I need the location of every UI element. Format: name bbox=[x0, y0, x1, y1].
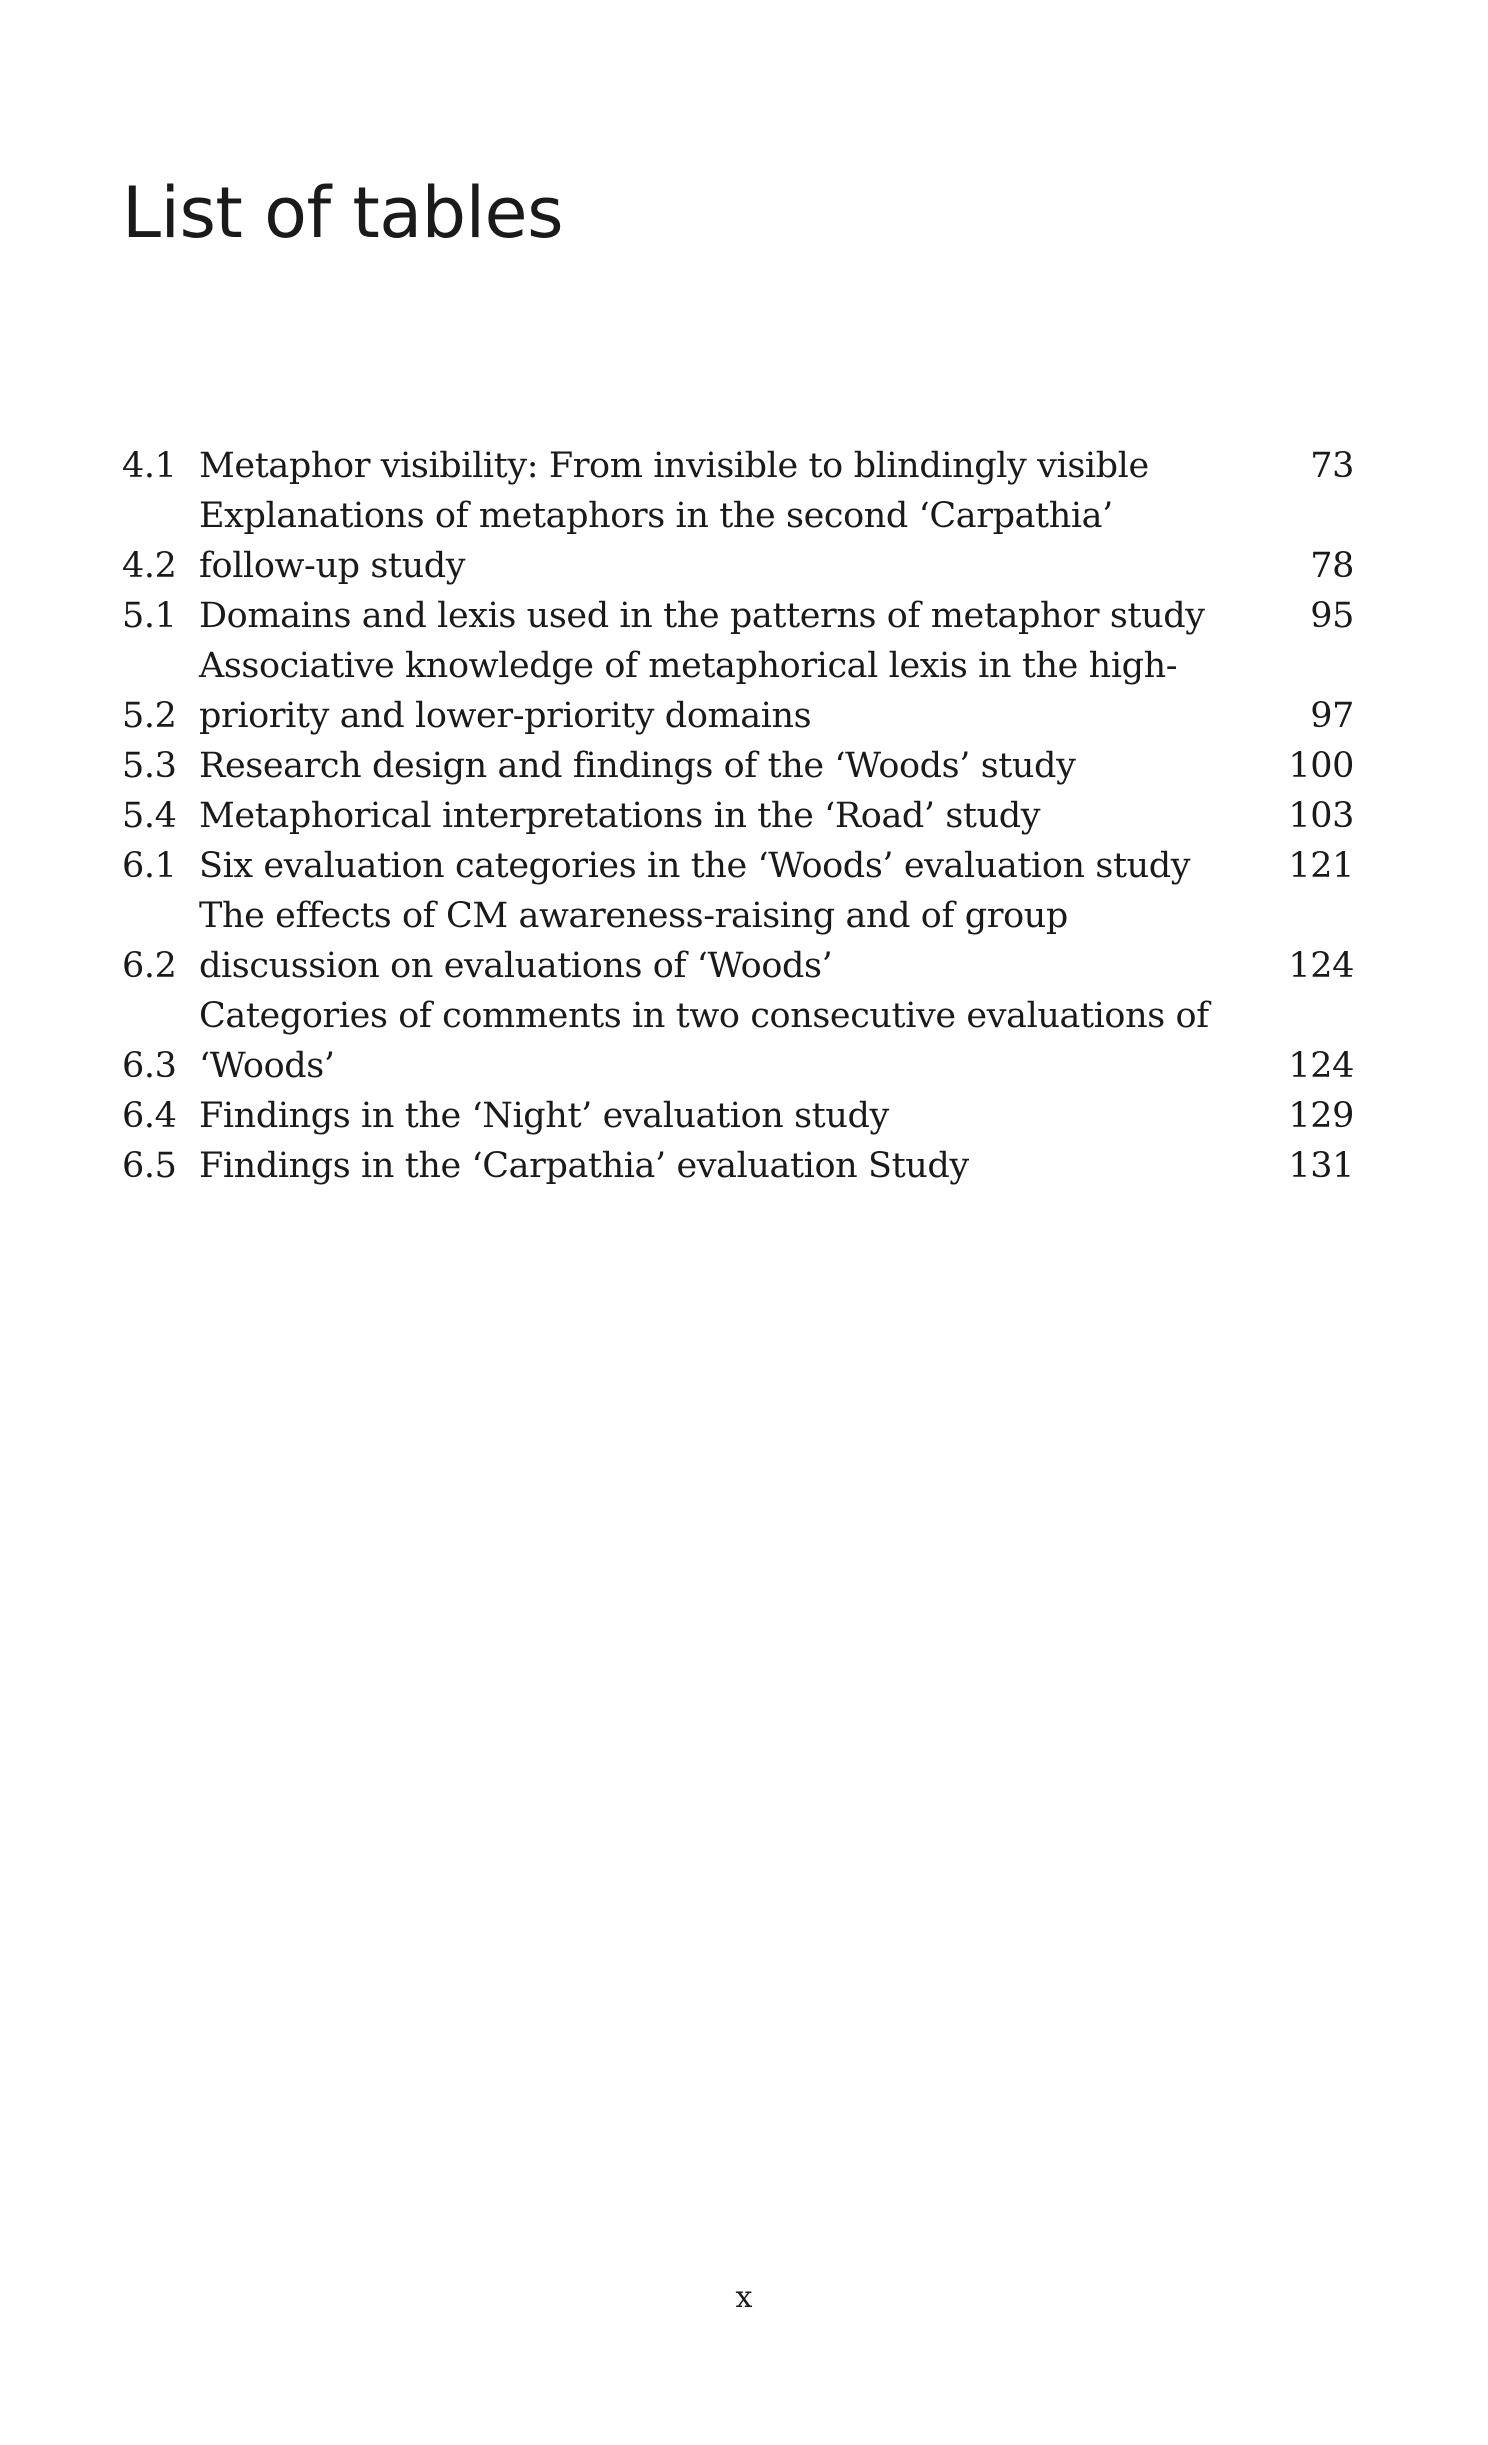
page-number: 129 bbox=[1288, 1096, 1354, 1136]
table-entry bbox=[122, 741, 1354, 791]
page-number: 78 bbox=[1310, 546, 1354, 586]
table-title: Explanations of metaphors in the second ‘Carpathia’ follow-up study bbox=[199, 496, 1113, 586]
page-number: 97 bbox=[1310, 696, 1354, 736]
table-entry bbox=[122, 1091, 1354, 1141]
table-number: 4.2 bbox=[122, 546, 177, 586]
table-entry bbox=[122, 791, 1354, 841]
table-title: Categories of comments in two consecutive evaluations of ‘Woods’ bbox=[199, 996, 1209, 1086]
table-title: Six evaluation categories in the ‘Woods’ evaluation study bbox=[199, 846, 1191, 886]
page-number: 124 bbox=[1288, 946, 1354, 986]
table-entry bbox=[122, 1141, 1354, 1191]
table-number: 5.3 bbox=[122, 746, 177, 786]
table-entry bbox=[122, 891, 1354, 991]
page-number: 103 bbox=[1288, 796, 1354, 836]
table-entry bbox=[122, 491, 1354, 591]
table-number: 6.2 bbox=[122, 946, 177, 986]
page-number: 121 bbox=[1288, 846, 1354, 886]
page-number: 100 bbox=[1288, 746, 1354, 786]
table-title: Findings in the ‘Night’ evaluation study bbox=[199, 1096, 889, 1136]
page-folio: x bbox=[735, 2280, 753, 2315]
table-title: Research design and findings of the ‘Woods’ study bbox=[199, 746, 1076, 786]
table-entry bbox=[122, 591, 1354, 641]
table-list bbox=[122, 441, 1354, 1191]
page-number: 131 bbox=[1288, 1146, 1354, 1186]
table-number: 5.1 bbox=[122, 596, 177, 636]
table-title: Findings in the ‘Carpathia’ evaluation Study bbox=[199, 1146, 969, 1186]
table-entry bbox=[122, 441, 1354, 491]
table-number: 6.1 bbox=[122, 846, 177, 886]
table-title: Metaphorical interpretations in the ‘Road’ study bbox=[199, 796, 1041, 836]
table-entry bbox=[122, 641, 1354, 741]
table-title: Metaphor visibility: From invisible to blindingly visible bbox=[199, 446, 1149, 486]
page-number: 124 bbox=[1288, 1046, 1354, 1086]
page-title: List of tables bbox=[122, 172, 564, 254]
table-number: 6.3 bbox=[122, 1046, 177, 1086]
table-number: 6.5 bbox=[122, 1146, 177, 1186]
table-entry bbox=[122, 991, 1354, 1091]
table-number: 5.4 bbox=[122, 796, 177, 836]
table-number: 5.2 bbox=[122, 696, 177, 736]
page-number: 73 bbox=[1310, 446, 1354, 486]
table-title: Associative knowledge of metaphorical lexis in the high-priority and lower-priority domains bbox=[199, 646, 1178, 736]
table-title: The effects of CM awareness-raising and of group discussion on evaluations of ‘Woods’ bbox=[199, 896, 1068, 986]
table-number: 6.4 bbox=[122, 1096, 177, 1136]
table-entry bbox=[122, 841, 1354, 891]
page-number: 95 bbox=[1310, 596, 1354, 636]
table-title: Domains and lexis used in the patterns of metaphor study bbox=[199, 596, 1205, 636]
table-number: 4.1 bbox=[122, 446, 177, 486]
